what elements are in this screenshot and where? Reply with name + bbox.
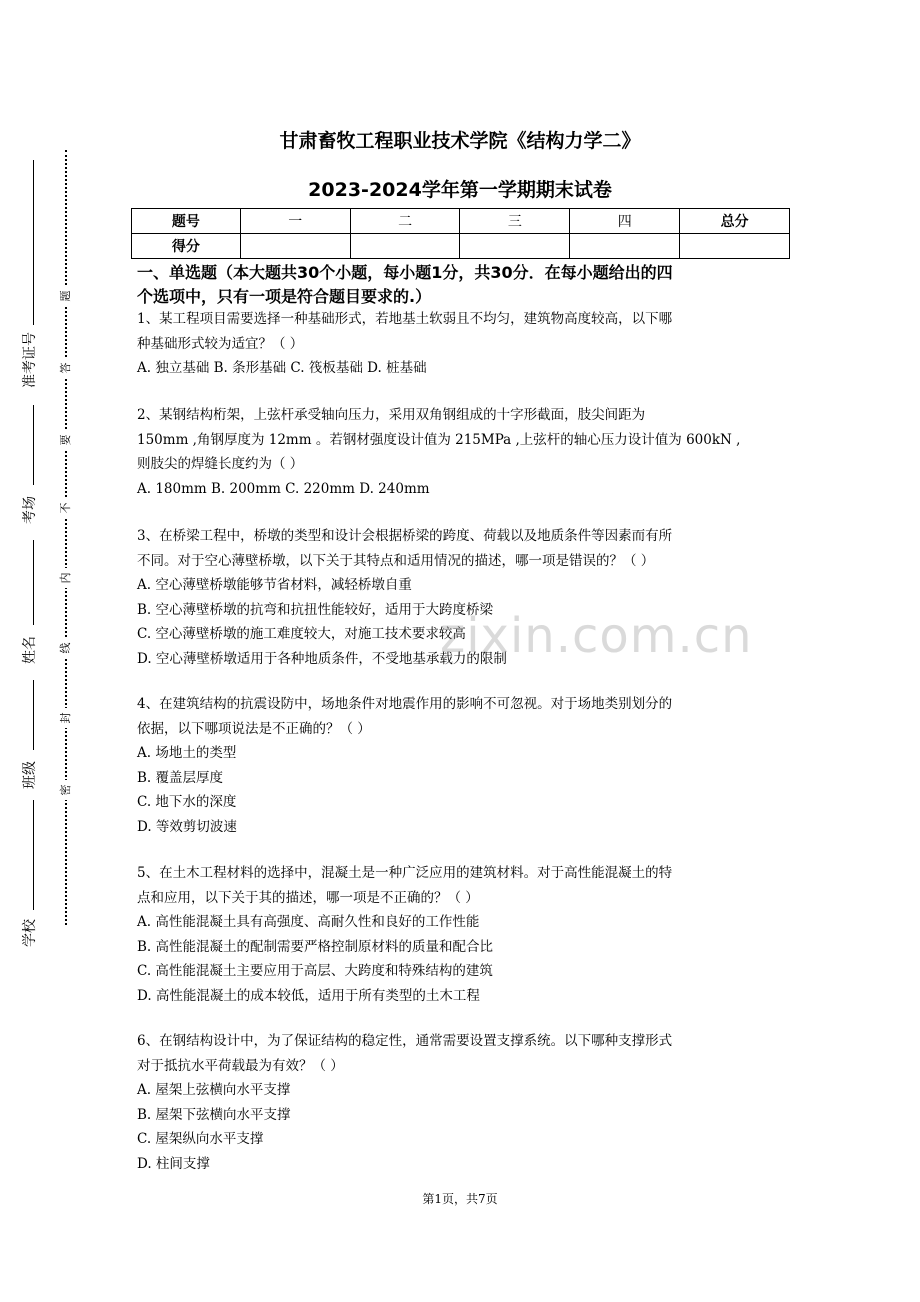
school-line — [33, 800, 34, 910]
watermark: zixin.com.cn — [440, 608, 753, 664]
option-line: B. 覆盖层厚度 — [137, 769, 224, 786]
option-line: D. 空心薄壁桥墩适用于各种地质条件，不受地基承载力的限制 — [137, 650, 507, 667]
table-cell: 一 — [240, 209, 350, 234]
score-table — [131, 208, 790, 259]
table-cell: 题号 — [132, 209, 241, 234]
score-table-header-row — [132, 209, 790, 234]
seal-char: 内 — [58, 568, 74, 588]
exam-subtitle: 2023-2024学年第一学期期末试卷 — [308, 179, 612, 201]
section-heading-line: 一、单选题（本大题共30个小题，每小题1分，共30分．在每小题给出的四 — [137, 263, 673, 282]
question-stem-line: 4、在建筑结构的抗震设防中，场地条件对地震作用的影响不可忽视。对于场地类别划分的 — [137, 696, 673, 712]
question-stem-line: 6、在钢结构设计中，为了保证结构的稳定性，通常需要设置支撑系统。以下哪种支撑形式 — [137, 1033, 673, 1049]
question-stem-line: 点和应用，以下关于其的描述，哪一项是不正确的？（ ） — [137, 889, 479, 906]
seal-dotted-line — [65, 150, 67, 925]
question-stem-line: 1、某工程项目需要选择一种基础形式，若地基土软弱且不均匀，建筑物高度较高，以下哪 — [137, 311, 673, 327]
class-line — [33, 680, 34, 750]
page-footer: 第1页，共7页 — [422, 1192, 498, 1206]
option-line: A. 180mm B. 200mm C. 220mm D. 240mm — [137, 480, 430, 497]
question-stem-line: 则肢尖的焊缝长度约为（ ） — [137, 456, 304, 472]
seal-char: 要 — [58, 430, 74, 450]
option-line: C. 空心薄壁桥墩的施工难度较大，对施工技术要求较高 — [137, 626, 466, 642]
seal-char: 密 — [58, 780, 74, 800]
exam-number-label: 准考证号 — [22, 332, 38, 388]
class-label: 班级 — [22, 761, 38, 789]
question-2 — [137, 403, 817, 501]
question-stem-line: 2、某钢结构桁架，上弦杆承受轴向压力，采用双角钢组成的十字形截面，肢尖间距为 — [137, 407, 646, 423]
section-heading — [137, 261, 787, 309]
option-line: B. 屋架下弦横向水平支撑 — [137, 1106, 291, 1123]
option-line: C. 屋架纵向水平支撑 — [137, 1131, 264, 1147]
question-stem-line: 种基础形式较为适宜？（ ） — [137, 335, 304, 352]
option-line: D. 等效剪切波速 — [137, 818, 237, 835]
option-line: B. 空心薄壁桥墩的抗弯和抗扭性能较好，适用于大跨度桥梁 — [137, 601, 494, 618]
question-4 — [137, 692, 817, 839]
question-1 — [137, 307, 817, 381]
table-cell: 二 — [350, 209, 460, 234]
table-cell: 总分 — [680, 209, 790, 234]
table-cell: 得分 — [132, 234, 241, 259]
option-line: A. 独立基础 B. 条形基础 C. 筏板基础 D. 桩基础 — [137, 360, 427, 376]
exam-room-label: 考场 — [22, 496, 38, 524]
option-line: C. 地下水的深度 — [137, 794, 237, 810]
seal-char: 题 — [58, 286, 74, 306]
score-table-score-row — [132, 234, 790, 259]
exam-title: 甘肃畜牧工程职业技术学院《结构力学二》 — [279, 130, 641, 152]
score-input-cell[interactable] — [460, 234, 570, 259]
name-line — [33, 540, 34, 625]
table-cell: 四 — [570, 209, 680, 234]
seal-char: 答 — [58, 358, 74, 378]
option-line: A. 场地土的类型 — [137, 745, 237, 761]
score-input-cell[interactable] — [570, 234, 680, 259]
question-5 — [137, 861, 817, 1008]
seal-char: 线 — [58, 638, 74, 658]
option-line: A. 空心薄壁桥墩能够节省材料，减轻桥墩自重 — [137, 577, 412, 593]
table-cell: 三 — [460, 209, 570, 234]
section-heading-line: 个选项中，只有一项是符合题目要求的.） — [137, 287, 432, 306]
score-input-cell[interactable] — [680, 234, 790, 259]
question-stem-line: 不同。对于空心薄壁桥墩，以下关于其特点和适用情况的描述，哪一项是错误的？（ ） — [137, 552, 655, 569]
option-line: B. 高性能混凝土的配制需要严格控制原材料的质量和配合比 — [137, 938, 494, 955]
name-label: 姓名 — [22, 636, 38, 664]
option-line: C. 高性能混凝土主要应用于高层、大跨度和特殊结构的建筑 — [137, 963, 493, 979]
exam-room-line — [33, 405, 34, 485]
option-line: D. 柱间支撑 — [137, 1155, 210, 1172]
question-stem-line: 3、在桥梁工程中，桥墩的类型和设计会根据桥梁的跨度、荷载以及地质条件等因素而有所 — [137, 528, 673, 544]
option-line: A. 高性能混凝土具有高强度、高耐久性和良好的工作性能 — [137, 914, 480, 930]
question-stem-line: 150mm ,角钢厚度为 12mm 。若钢材强度设计值为 215MPa ,上弦杆的轴心压力设计值为 600kN , — [137, 431, 741, 448]
seal-char: 不 — [58, 498, 74, 518]
option-line: D. 高性能混凝土的成本较低，适用于所有类型的土木工程 — [137, 987, 480, 1004]
option-line: A. 屋架上弦横向水平支撑 — [137, 1082, 291, 1098]
question-6 — [137, 1029, 817, 1176]
score-input-cell[interactable] — [350, 234, 460, 259]
seal-char: 封 — [58, 708, 74, 728]
score-input-cell[interactable] — [240, 234, 350, 259]
school-label: 学校 — [22, 919, 38, 947]
question-stem-line: 5、在土木工程材料的选择中，混凝土是一种广泛应用的建筑材料。对于高性能混凝土的特 — [137, 865, 673, 881]
question-stem-line: 对于抵抗水平荷载最为有效？（ ） — [137, 1057, 344, 1074]
question-stem-line: 依据，以下哪项说法是不正确的？（ ） — [137, 720, 371, 737]
